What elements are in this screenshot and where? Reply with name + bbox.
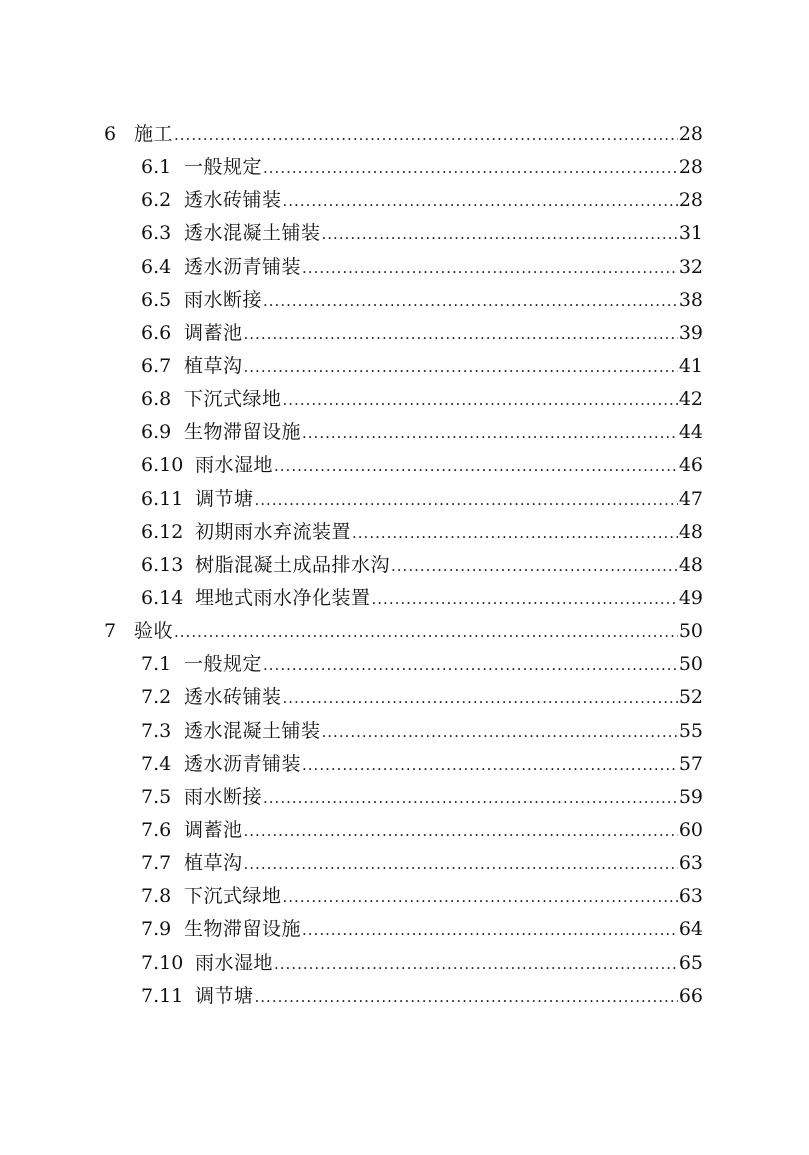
- toc-entry-page-number: 46: [678, 454, 703, 477]
- dot-leader: [263, 285, 678, 318]
- toc-entry-number: 6.9: [141, 421, 172, 444]
- toc-entry-page-number: 50: [678, 620, 703, 643]
- toc-entry-line: [184, 814, 703, 848]
- toc-entry-title: 透水沥青铺装: [184, 752, 302, 775]
- toc-entry-number: 6.13: [141, 553, 184, 576]
- toc-entry-number: 7.10: [141, 951, 184, 974]
- dot-leader: [352, 517, 678, 550]
- toc-chapter-entry[interactable]: [0, 615, 809, 648]
- toc-entry-page-number: 60: [678, 818, 703, 841]
- toc-entry-line: [184, 416, 703, 450]
- toc-entry-line: [184, 913, 703, 947]
- toc-entry-line: [195, 582, 703, 616]
- toc-entry-title: 调节塘: [195, 487, 254, 510]
- dot-leader: [302, 914, 678, 947]
- dot-leader: [274, 450, 678, 483]
- toc-entry-title: 施工: [134, 123, 174, 145]
- toc-entry-page-number: 31: [678, 222, 703, 245]
- toc-entry-page-number: 49: [678, 586, 703, 609]
- toc-entry-number: 6.10: [141, 454, 184, 477]
- toc-entry-number: 7.8: [141, 885, 172, 908]
- toc-entry-title: 雨水断接: [184, 785, 263, 808]
- toc-entry-title: 雨水湿地: [195, 951, 274, 974]
- dot-leader: [255, 484, 678, 517]
- dot-leader: [391, 550, 678, 583]
- dot-leader: [283, 185, 678, 218]
- dot-leader: [263, 782, 678, 815]
- toc-entry-number: 7.3: [141, 719, 172, 742]
- toc-section-entry[interactable]: [0, 781, 809, 814]
- toc-entry-title: 一般规定: [184, 156, 263, 179]
- dot-leader: [244, 815, 678, 848]
- toc-entry-number: 7.4: [141, 752, 172, 775]
- toc-entry-line: [184, 681, 703, 715]
- toc-entry-line: [184, 151, 703, 185]
- dot-leader: [244, 351, 678, 384]
- toc-entry-page-number: 63: [678, 885, 703, 908]
- toc-entry-page-number: 32: [678, 255, 703, 278]
- toc-entry-page-number: 47: [678, 487, 703, 510]
- dot-leader: [244, 848, 678, 881]
- toc-section-entry[interactable]: [0, 383, 809, 416]
- toc-entry-line: [195, 483, 703, 517]
- toc-section-entry[interactable]: [0, 913, 809, 946]
- dot-leader: [174, 119, 678, 152]
- dot-leader: [244, 318, 678, 351]
- toc-entry-page-number: 38: [678, 288, 703, 311]
- toc-entry-number: 7.9: [141, 918, 172, 941]
- toc-entry-line: [184, 251, 703, 285]
- toc-entry-page-number: 41: [678, 354, 703, 377]
- toc-chapter-entry[interactable]: [0, 118, 809, 151]
- toc-entry-title: 下沉式绿地: [184, 885, 282, 908]
- toc-entry-title: 验收: [134, 620, 174, 643]
- dot-leader: [283, 682, 678, 715]
- toc-section-entry[interactable]: [0, 748, 809, 781]
- toc-entry-title: 透水沥青铺装: [184, 255, 302, 278]
- toc-entry-line: [184, 217, 703, 251]
- toc-entry-title: 雨水湿地: [195, 454, 274, 477]
- toc-section-entry[interactable]: [0, 847, 809, 880]
- toc-entry-title: 埋地式雨水净化装置: [195, 586, 371, 609]
- toc-entry-title: 植草沟: [184, 354, 243, 377]
- dot-leader: [322, 218, 678, 251]
- toc-entry-title: 下沉式绿地: [184, 388, 282, 411]
- toc-entry-title: 生物滞留设施: [184, 918, 302, 941]
- dot-leader: [263, 152, 678, 185]
- toc-entry-number: 7.6: [141, 818, 172, 841]
- toc-section-entry[interactable]: [0, 251, 809, 284]
- toc-section-entry[interactable]: [0, 814, 809, 847]
- dot-leader: [322, 716, 678, 749]
- toc-section-entry[interactable]: [0, 317, 809, 350]
- toc-entry-title: 雨水断接: [184, 288, 263, 311]
- toc-entry-number: 7.7: [141, 852, 172, 875]
- dot-leader: [274, 948, 678, 981]
- toc-entry-title: 初期雨水弃流装置: [195, 520, 352, 543]
- dot-leader: [255, 981, 678, 1014]
- toc-entry-line: [184, 748, 703, 782]
- toc-entry-page-number: 44: [678, 421, 703, 444]
- toc-entry-number: 7.11: [141, 984, 184, 1007]
- toc-entry-line: [184, 284, 703, 318]
- toc-section-entry[interactable]: [0, 715, 809, 748]
- toc-entry-number: 7.5: [141, 785, 172, 808]
- toc-entry-page-number: 48: [678, 553, 703, 576]
- toc-entry-page-number: 66: [678, 984, 703, 1007]
- toc-entry-number: 6.2: [141, 189, 172, 212]
- toc-entry-number: 6.7: [141, 354, 172, 377]
- toc-entry-number: 6.4: [141, 255, 172, 278]
- toc-entry-page-number: 28: [678, 189, 703, 212]
- toc-section-entry[interactable]: [0, 416, 809, 449]
- toc-section-entry[interactable]: [0, 582, 809, 615]
- dot-leader: [283, 881, 678, 914]
- toc-entry-title: 调节塘: [195, 984, 254, 1007]
- toc-entry-line: [195, 980, 703, 1014]
- toc-entry-title: 调蓄池: [184, 818, 243, 841]
- toc-entry-line: [184, 781, 703, 815]
- toc-section-entry[interactable]: [0, 516, 809, 549]
- toc-section-entry[interactable]: [0, 217, 809, 250]
- toc-entry-line: [195, 516, 703, 550]
- toc-section-entry[interactable]: [0, 648, 809, 681]
- toc-entry-line: [184, 184, 703, 218]
- toc-section-entry[interactable]: [0, 880, 809, 913]
- toc-section-entry[interactable]: [0, 947, 809, 980]
- toc-entry-number: 6.6: [141, 321, 172, 344]
- toc-entry-title: 植草沟: [184, 852, 243, 875]
- toc-entry-number: 7: [104, 620, 117, 643]
- dot-leader: [302, 252, 678, 285]
- toc-entry-number: 7.2: [141, 686, 172, 709]
- toc-entry-page-number: 59: [678, 785, 703, 808]
- toc-entry-title: 生物滞留设施: [184, 421, 302, 444]
- dot-leader: [302, 749, 678, 782]
- toc-section-entry[interactable]: [0, 681, 809, 714]
- toc-entry-page-number: 52: [678, 686, 703, 709]
- toc-entry-title: 透水砖铺装: [184, 189, 282, 212]
- toc-section-entry[interactable]: [0, 980, 809, 1013]
- toc-entry-page-number: 64: [678, 918, 703, 941]
- toc-entry-number: 6.1: [141, 156, 172, 179]
- toc-entry-page-number: 28: [678, 156, 703, 179]
- toc-entry-title: 透水混凝土铺装: [184, 222, 321, 245]
- toc-entry-number: 6.14: [141, 586, 184, 609]
- toc-entry-number: 6.11: [141, 487, 184, 510]
- toc-entry-number: 6.12: [141, 520, 184, 543]
- toc-entry-line: [184, 715, 703, 749]
- toc-entry-page-number: 63: [678, 852, 703, 875]
- toc-entry-page-number: 28: [678, 123, 703, 145]
- toc-entry-line: [184, 383, 703, 417]
- toc-entry-title: 树脂混凝土成品排水沟: [195, 553, 391, 576]
- toc-entry-page-number: 50: [678, 653, 703, 676]
- dot-leader: [302, 417, 678, 450]
- toc-entry-page-number: 55: [678, 719, 703, 742]
- toc-entry-title: 透水砖铺装: [184, 686, 282, 709]
- toc-entry-number: 6.5: [141, 288, 172, 311]
- dot-leader: [263, 649, 678, 682]
- toc-section-entry[interactable]: [0, 151, 809, 184]
- toc-entry-line: [184, 648, 703, 682]
- toc-entry-page-number: 48: [678, 520, 703, 543]
- toc-entry-number: 6: [104, 123, 117, 145]
- toc-entry-line: [195, 947, 703, 981]
- dot-leader: [372, 583, 678, 616]
- toc-entry-line: [184, 847, 703, 881]
- dot-leader: [283, 384, 678, 417]
- toc-entry-line: [184, 880, 703, 914]
- toc-entry-line: [184, 317, 703, 351]
- toc-entry-page-number: 39: [678, 321, 703, 344]
- toc-section-entry[interactable]: [0, 449, 809, 482]
- toc-section-entry[interactable]: [0, 184, 809, 217]
- toc-section-entry[interactable]: [0, 350, 809, 383]
- toc-entry-line: [195, 549, 703, 583]
- toc-entry-page-number: 57: [678, 752, 703, 775]
- toc-entry-title: 一般规定: [184, 653, 263, 676]
- toc-entry-page-number: 42: [678, 388, 703, 411]
- toc-entry-line: [134, 118, 703, 152]
- toc-entry-line: [134, 615, 703, 649]
- toc-entry-title: 透水混凝土铺装: [184, 719, 321, 742]
- toc-entry-line: [195, 449, 703, 483]
- toc-entry-title: 调蓄池: [184, 321, 243, 344]
- toc-entry-line: [184, 350, 703, 384]
- toc-section-entry[interactable]: [0, 483, 809, 516]
- toc-entry-number: 7.1: [141, 653, 172, 676]
- toc-section-entry[interactable]: [0, 549, 809, 582]
- table-of-contents: [0, 118, 809, 1013]
- toc-section-entry[interactable]: [0, 284, 809, 317]
- toc-entry-number: 6.8: [141, 388, 172, 411]
- dot-leader: [174, 616, 678, 649]
- toc-entry-number: 6.3: [141, 222, 172, 245]
- toc-entry-page-number: 65: [678, 951, 703, 974]
